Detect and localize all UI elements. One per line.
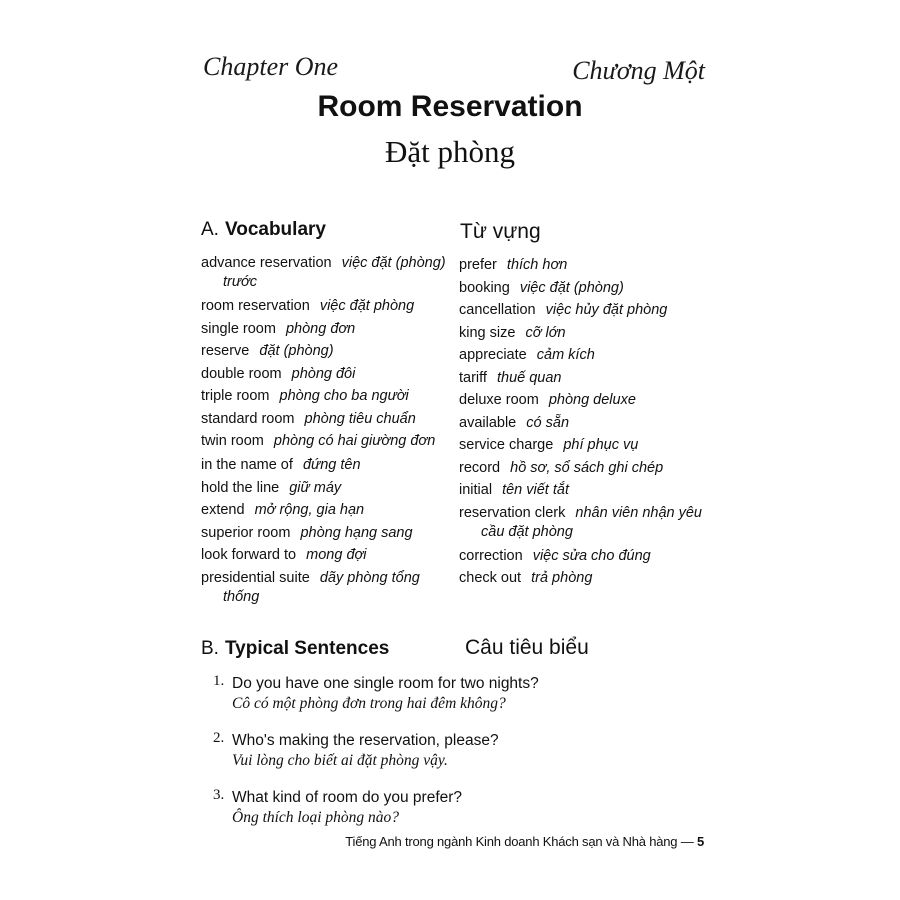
vocab-term-vi: có sẵn <box>526 414 570 431</box>
section-b-letter: B. <box>201 638 219 659</box>
vocab-term-en: extend <box>201 502 245 518</box>
vocab-term-vi: nhân viên nhận yêu cầu đặt phòng <box>481 504 702 540</box>
vocab-term-en: presidential suite <box>201 569 310 586</box>
vocab-term-vi: cảm kích <box>536 347 595 363</box>
sentence-list <box>213 673 733 844</box>
vocab-entry <box>201 454 446 477</box>
sentence-en: Who's making the reservation, please? <box>232 732 499 749</box>
vocab-term-en: booking <box>459 279 510 296</box>
vocab-term-en: triple room <box>201 388 270 404</box>
sentence-vi: Vui lòng cho biết ai đặt phòng vậy. <box>232 752 448 769</box>
vocab-term-vi: phòng hạng sang <box>300 524 413 541</box>
sentence-number: 1. <box>213 673 225 689</box>
vocab-term-vi: cỡ lớn <box>525 324 566 341</box>
vocab-term-vi: việc đặt phòng <box>319 298 415 314</box>
sentence-item <box>213 787 733 828</box>
section-a-label: Vocabulary <box>224 219 326 240</box>
vocab-term-vi: việc đặt (phòng) trước <box>223 255 446 290</box>
sentence-item <box>213 730 733 771</box>
sentence-number: 2. <box>213 730 225 746</box>
vocab-term-vi: việc hủy đặt phòng <box>545 302 668 318</box>
vocab-entry <box>201 363 446 386</box>
vocab-term-vi: phòng tiêu chuẩn <box>304 410 416 427</box>
vocab-entry <box>201 385 446 408</box>
vocab-entry <box>201 477 446 500</box>
vocab-term-vi: phòng cho ba người <box>279 388 409 404</box>
page-title-en: Room Reservation <box>317 90 583 123</box>
sentence-vi: Cô có một phòng đơn trong hai đêm không? <box>232 695 506 712</box>
vocab-term-vi: dãy phòng tổng thống <box>223 569 420 605</box>
vocab-term-vi: hồ sơ, sổ sách ghi chép <box>510 459 664 476</box>
vocab-entry <box>201 295 446 318</box>
vocab-term-vi: đứng tên <box>302 457 361 473</box>
vocab-column-left <box>201 252 446 610</box>
vocab-term-en: in the name of <box>201 457 293 473</box>
vocab-entry <box>201 254 446 292</box>
vocab-term-vi: phí phục vụ <box>563 437 639 453</box>
vocab-term-vi: mở rộng, gia hạn <box>254 502 365 518</box>
vocab-entry <box>201 318 446 341</box>
page-number: 5 <box>696 834 704 849</box>
footer-book-title: Tiếng Anh trong ngành Kinh doanh Khách sạn và Nhà hàng — <box>345 834 697 849</box>
vocab-term-vi: thích hơn <box>506 257 568 273</box>
sentence-en: What kind of room do you prefer? <box>232 789 463 806</box>
vocab-entry <box>459 389 709 412</box>
vocab-term-en: correction <box>459 547 523 564</box>
vocab-entry <box>459 434 709 457</box>
vocab-term-vi: đặt (phòng) <box>259 343 334 359</box>
vocab-term-en: look forward to <box>201 547 297 563</box>
vocab-term-vi: giữ máy <box>289 479 342 496</box>
vocab-term-en: hold the line <box>201 479 280 496</box>
vocab-term-en: reservation clerk <box>459 504 566 521</box>
vocab-term-en: advance reservation <box>201 255 332 271</box>
vocab-term-en: record <box>459 459 501 476</box>
sentence-en: Do you have one single room for two nights? <box>232 675 539 692</box>
vocab-term-en: deluxe room <box>459 392 539 408</box>
vocab-entry <box>201 544 446 567</box>
vocab-term-en: superior room <box>201 524 291 541</box>
vocab-entry <box>201 569 446 607</box>
vocab-entry <box>459 322 709 345</box>
vocab-term-vi: tên viết tắt <box>502 482 569 498</box>
sentence-item <box>213 673 733 714</box>
vocab-term-vi: trả phòng <box>531 570 593 586</box>
vocab-term-en: prefer <box>459 257 497 273</box>
vocab-term-en: reserve <box>201 343 250 359</box>
section-b-label: Typical Sentences <box>224 638 390 659</box>
section-a-heading <box>201 219 326 241</box>
sentence-vi: Ông thích loại phòng nào? <box>232 809 400 826</box>
vocab-entry <box>459 479 709 502</box>
vocab-term-en: appreciate <box>459 347 527 363</box>
vocab-term-en: twin room <box>201 433 264 449</box>
vocab-column-right <box>459 254 709 590</box>
vocab-term-en: king size <box>459 324 516 341</box>
vocab-term-en: standard room <box>201 410 295 427</box>
vocab-term-vi: phòng có hai giường đơn <box>273 433 436 449</box>
page-title-vi: Đặt phòng <box>384 134 515 169</box>
vocab-entry <box>201 499 446 522</box>
vocab-term-vi: thuế quan <box>496 369 562 386</box>
vocab-term-en: service charge <box>459 437 554 453</box>
section-b-heading <box>201 638 389 660</box>
vocab-term-en: single room <box>201 320 276 337</box>
vocab-term-vi: việc đặt (phòng) <box>519 279 624 296</box>
page-footer <box>345 834 704 849</box>
vocab-entry <box>459 277 709 300</box>
vocab-term-en: room reservation <box>201 298 310 314</box>
section-b-heading-vi: Câu tiêu biểu <box>465 636 589 659</box>
vocab-entry <box>201 432 446 451</box>
vocab-term-en: tariff <box>459 369 487 386</box>
vocab-entry <box>459 457 709 480</box>
vocab-entry <box>459 412 709 435</box>
vocab-entry <box>459 504 709 542</box>
vocab-term-vi: phòng đơn <box>285 320 356 337</box>
vocab-term-en: initial <box>459 482 493 498</box>
section-a-letter: A. <box>201 219 219 240</box>
sentence-number: 3. <box>213 787 225 803</box>
vocab-entry <box>201 408 446 431</box>
vocab-entry <box>459 567 709 590</box>
vocab-entry <box>459 254 709 277</box>
vocab-term-en: check out <box>459 570 522 586</box>
section-a-heading-vi: Từ vựng <box>460 220 541 243</box>
vocab-term-en: double room <box>201 365 282 382</box>
vocab-entry <box>459 344 709 367</box>
vocab-term-en: cancellation <box>459 302 536 318</box>
chapter-label-vi: Chương Một <box>572 56 705 85</box>
vocab-term-vi: phòng đôi <box>291 365 356 382</box>
vocab-term-en: available <box>459 414 517 431</box>
vocab-entry <box>459 367 709 390</box>
vocab-entry <box>201 340 446 363</box>
chapter-label-en: Chapter One <box>203 52 339 81</box>
vocab-term-vi: việc sửa cho đúng <box>532 547 651 564</box>
vocab-term-vi: mong đợi <box>306 547 367 563</box>
vocab-entry <box>459 299 709 322</box>
vocab-entry <box>459 545 709 568</box>
vocab-term-vi: phòng deluxe <box>548 392 636 408</box>
vocab-entry <box>201 522 446 545</box>
